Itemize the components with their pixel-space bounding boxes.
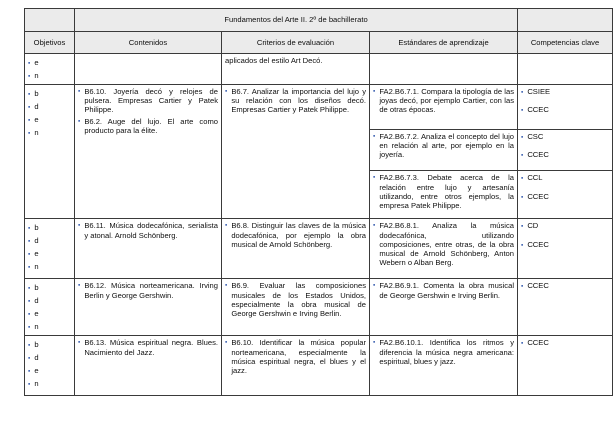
list-item: ▪ CCL <box>521 173 543 183</box>
bullet-icon: ▪ <box>28 342 31 350</box>
list-item: ▪ CCEC <box>521 338 549 348</box>
contenidos-cell <box>75 279 222 336</box>
list-item: ▪ d <box>28 353 39 363</box>
bullet-icon: ▪ <box>521 107 524 115</box>
bullet-icon: ▪ <box>28 324 31 332</box>
objetivos-cell <box>25 336 75 396</box>
list-item: ▪ n <box>28 322 39 332</box>
bullet-icon: ▪ <box>373 88 376 95</box>
bullet-icon: ▪ <box>28 238 31 246</box>
bullet-icon: ▪ <box>373 222 376 230</box>
bullet-icon: ▪ <box>78 88 81 95</box>
table-row <box>25 336 613 396</box>
list-item: ▪ CCEC <box>521 239 549 249</box>
list-item: ▪ CCEC <box>521 150 549 160</box>
list-item: ▪ CSC <box>521 132 544 141</box>
list-item: ▪ FA2.B6.8.1. Analiza la música dodecafónica, utilizando composiciones, entre otras, de la obra musical de Arnold Schönberg, Anton Webern o Alban Berg. <box>373 221 515 268</box>
contenidos-cell <box>75 54 222 85</box>
list-item: ▪ e <box>28 115 39 124</box>
competencias-cell <box>518 54 613 85</box>
list-item: ▪ n <box>28 128 39 137</box>
bullet-icon: ▪ <box>521 89 524 96</box>
contenidos-cell <box>75 219 222 279</box>
competencias-cell <box>518 85 613 130</box>
bullet-icon: ▪ <box>225 339 228 347</box>
criterio-cell <box>222 336 370 396</box>
competencias-cell <box>518 130 613 171</box>
bullet-icon: ▪ <box>28 73 31 80</box>
list-item: ▪ b <box>28 340 39 350</box>
contenidos-cell <box>75 336 222 396</box>
bullet-icon: ▪ <box>373 282 376 290</box>
bullet-icon: ▪ <box>28 91 31 98</box>
list-item: ▪ B6.13. Música espiritual negra. Blues. Nacimiento del Jazz. <box>78 338 218 357</box>
header-row <box>25 32 613 54</box>
header-contenidos: Contenidos <box>75 32 222 54</box>
list-item: ▪ CD <box>521 221 539 231</box>
bullet-icon: ▪ <box>521 223 524 231</box>
bullet-icon: ▪ <box>28 381 31 389</box>
objetivos-cell <box>25 219 75 279</box>
bullet-icon: ▪ <box>78 282 81 290</box>
list-item: ▪ B6.11. Música dodecafónica, serialista y atonal. Arnold Schönberg. <box>78 221 218 240</box>
list-item: ▪ FA2.B6.9.1. Comenta la obra musical de George Gershwin e Irving Berlin. <box>373 281 515 300</box>
bullet-icon: ▪ <box>373 339 376 347</box>
bullet-icon: ▪ <box>28 60 31 67</box>
list-item: ▪ CSIEE <box>521 87 551 96</box>
curriculum-table <box>24 8 613 396</box>
objetivos-cell <box>25 279 75 336</box>
competencias-cell <box>518 336 613 396</box>
list-item: ▪ FA2.B6.7.1. Compara la tipología de las joyas decó, por ejemplo Cartier, con las de otras épocas. <box>373 87 515 115</box>
list-item: ▪ b <box>28 89 39 98</box>
list-item: ▪ B6.9. Evaluar las composiciones musicales de los Estados Unidos, especialmente la obra musical de George Gershwin e Irving Berlin. <box>225 281 366 319</box>
list-item: ▪ FA2.B6.7.3. Debate acerca de la relación entre lujo y artesanía utilizando, entre otros ejemplos, la empresa Patek Philippe. <box>373 173 515 211</box>
bullet-icon: ▪ <box>521 134 524 141</box>
list-item: ▪ B6.2. Auge del lujo. El arte como producto para la élite. <box>78 116 218 135</box>
list-item: ▪ B6.8. Distinguir las claves de la música dodecafónica, por ejemplo la obra musical de Arnold Schönberg. <box>225 221 366 249</box>
list-item: ▪ FA2.B6.10.1. Identifica los ritmos y diferencia la música negra americana: espiritual, blues y jazz. <box>373 338 515 366</box>
header-estandares: Estándares de aprendizaje <box>370 32 518 54</box>
estandar-cell <box>370 219 518 279</box>
list-item: ▪ B6.10. Joyería decó y relojes de pulsera. Empresas Cartier y Patek Philippe. <box>78 87 218 115</box>
title-row <box>25 9 613 32</box>
competencias-cell <box>518 171 613 219</box>
estandar-cell <box>370 85 518 130</box>
list-item: ▪ b <box>28 283 39 293</box>
bullet-icon: ▪ <box>28 311 31 319</box>
table-row <box>25 85 613 130</box>
list-item: ▪ CCEC <box>521 191 549 201</box>
objetivos-cell <box>25 85 75 219</box>
list-item: ▪ e <box>28 249 39 259</box>
bullet-icon: ▪ <box>28 104 31 111</box>
bullet-icon: ▪ <box>78 117 81 125</box>
estandar-cell <box>370 336 518 396</box>
list-item: ▪ d <box>28 236 39 246</box>
bullet-icon: ▪ <box>521 193 524 201</box>
table-row <box>25 219 613 279</box>
bullet-icon: ▪ <box>225 222 228 230</box>
bullet-icon: ▪ <box>28 130 31 137</box>
bullet-icon: ▪ <box>28 368 31 376</box>
list-item: ▪ n <box>28 71 39 80</box>
bullet-icon: ▪ <box>521 340 524 348</box>
criterio-cell <box>222 279 370 336</box>
estandar-cell <box>370 130 518 171</box>
bullet-icon: ▪ <box>521 241 524 249</box>
estandar-cell <box>370 279 518 336</box>
objetivos-cell <box>25 54 75 85</box>
bullet-icon: ▪ <box>28 285 31 293</box>
estandar-cell <box>370 171 518 219</box>
criterio-cell <box>222 85 370 219</box>
table-row <box>25 54 613 85</box>
list-item: ▪ CCEC <box>521 281 549 291</box>
bullet-icon: ▪ <box>373 133 376 140</box>
list-item: ▪ n <box>28 262 39 272</box>
bullet-icon: ▪ <box>225 282 228 290</box>
bullet-icon: ▪ <box>521 175 524 183</box>
list-item: ▪ B6.12. Música norteamericana. Irving Berlin y George Gershwin. <box>78 281 218 300</box>
criterio-cell <box>222 219 370 279</box>
header-competencias: Competencias clave <box>518 32 613 54</box>
competencias-cell <box>518 279 613 336</box>
header-criterios: Criterios de evaluación <box>222 32 370 54</box>
competencias-cell <box>518 219 613 279</box>
bullet-icon: ▪ <box>28 251 31 259</box>
list-item: ▪ n <box>28 379 39 389</box>
bullet-icon: ▪ <box>28 117 31 124</box>
bullet-icon: ▪ <box>521 283 524 291</box>
table-title: Fundamentos del Arte II. 2º de bachillerato <box>75 9 518 32</box>
criterio-cell: aplicados del estilo Art Decó. <box>222 54 370 85</box>
list-item: ▪ B6.10. Identificar la música popular norteamericana, especialmente la música espiritual negra, el blues y el jazz. <box>225 338 366 376</box>
list-item: ▪ e <box>28 58 39 67</box>
list-item: ▪ e <box>28 366 39 376</box>
bullet-icon: ▪ <box>78 339 81 347</box>
list-item: ▪ e <box>28 309 39 319</box>
bullet-icon: ▪ <box>28 355 31 363</box>
list-item: ▪ b <box>28 223 39 233</box>
bullet-icon: ▪ <box>28 225 31 233</box>
list-item: ▪ d <box>28 296 39 306</box>
bullet-icon: ▪ <box>521 152 524 160</box>
bullet-icon: ▪ <box>225 88 228 95</box>
estandar-cell <box>370 54 518 85</box>
contenidos-cell <box>75 85 222 219</box>
bullet-icon: ▪ <box>28 264 31 272</box>
bullet-icon: ▪ <box>78 222 81 230</box>
bullet-icon: ▪ <box>28 298 31 306</box>
table-row <box>25 279 613 336</box>
list-item: ▪ FA2.B6.7.2. Analiza el concepto del lujo en relación al arte, por ejemplo en la joyería. <box>373 132 515 160</box>
header-objetivos: Objetivos <box>25 32 75 54</box>
list-item: ▪ d <box>28 102 39 111</box>
list-item: ▪ B6.7. Analizar la importancia del lujo y su relación con los diseños decó. Empresas Cartier y Patek Philippe. <box>225 87 366 115</box>
list-item: ▪ CCEC <box>521 105 549 115</box>
bullet-icon: ▪ <box>373 174 376 182</box>
